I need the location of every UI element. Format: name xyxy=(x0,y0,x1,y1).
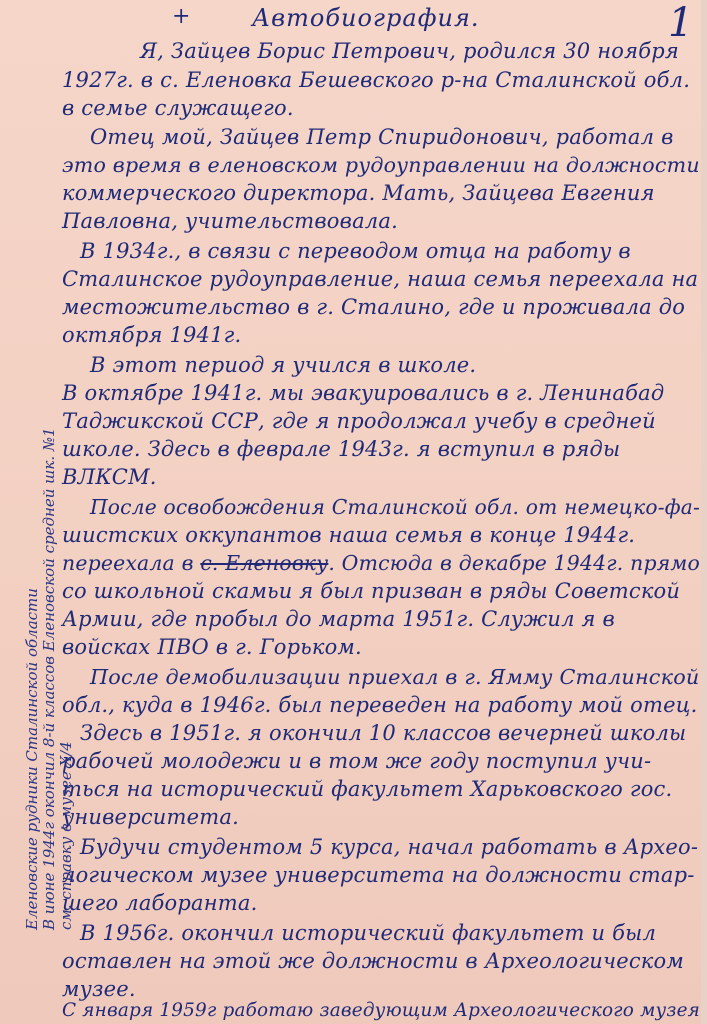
text-line: логическом музее университета на должности стар- xyxy=(62,863,695,887)
text-line: После демобилизации приехал в г. Ямму Сталинской xyxy=(90,665,700,689)
text-line: Здесь в 1951г. я окончил 10 классов вечерней школы xyxy=(80,721,687,745)
text-line: школе. Здесь в феврале 1943г. я вступил в ряды xyxy=(62,437,621,461)
text-line: это время в еленовском рудоуправлении на должности xyxy=(62,153,700,177)
text-line xyxy=(62,550,700,576)
text-line: С января 1959г работаю заведующим Археологического музея xyxy=(62,1000,701,1021)
text-line: шистских оккупантов наша семья в конце 1944г. xyxy=(62,523,636,547)
text-line: октября 1941г. xyxy=(62,323,242,347)
text-line: В 1934г., в связи с переводом отца на работу в xyxy=(80,239,631,263)
text-line: 1927г. в с. Еленовка Бешевского р-на Сталинской обл. xyxy=(62,68,691,92)
text-line: Сталинское рудоуправление, наша семья переехала на xyxy=(62,267,699,291)
text-line: войсках ПВО в г. Горьком. xyxy=(62,635,362,659)
margin-note xyxy=(24,427,75,930)
text-line: коммерческого директора. Мать, Зайцева Евгения xyxy=(62,181,655,205)
text-line: Павловна, учительствовала. xyxy=(62,209,398,233)
text-line: в семье служащего. xyxy=(62,96,294,120)
text-line: университета. xyxy=(62,805,239,829)
text-line: После освобождения Сталинской обл. от немецко-фа- xyxy=(90,495,700,519)
text-line: ться на исторический факультет Харьковского гос. xyxy=(62,777,673,801)
text-line: ВЛКСМ. xyxy=(62,465,157,489)
text-segment: . Отсюда в декабре 1944г. прямо xyxy=(328,551,700,575)
text-line: Отец мой, Зайцев Петр Спиридонович, работал в xyxy=(90,125,674,149)
text-line: оставлен на этой же должности в Археологическом xyxy=(62,949,684,973)
text-line: В 1956г. окончил исторический факультет и был xyxy=(80,921,657,945)
page-edge xyxy=(701,0,707,1024)
margin-note-line: см. справку в музее Х/4 xyxy=(57,741,75,930)
text-line: рабочей молодежи и в том же году поступил учи- xyxy=(62,749,652,773)
text-line: обл., куда в 1946г. был переведен на работу мой отец. xyxy=(62,693,698,717)
text-line: Таджикской ССР, где я продолжал учебу в средней xyxy=(62,409,656,433)
text-line: местожительство в г. Сталино, где и проживала до xyxy=(62,295,686,319)
text-segment: переехала в xyxy=(62,551,201,575)
page-number: 1 xyxy=(668,0,694,46)
text-line: со школьной скамьи я был призван в ряды Советской xyxy=(62,579,681,603)
margin-note-line: Еленовские рудники Сталинской области xyxy=(23,588,41,930)
text-line: В этот период я учился в школе. xyxy=(90,353,477,377)
struck-text: с. Еленовку xyxy=(200,551,329,575)
text-line: Будучи студентом 5 курса, начал работать в Архео- xyxy=(80,835,699,859)
text-line: Я, Зайцев Борис Петрович, родился 30 ноября xyxy=(140,39,679,63)
document-title: Автобиография. xyxy=(252,4,480,32)
text-line: шего лаборанта. xyxy=(62,891,258,915)
cross-mark: + xyxy=(172,4,191,29)
text-line: Армии, где пробыл до марта 1951г. Служил я в xyxy=(62,607,615,631)
margin-note-line: В июне 1944г окончил 8-й классов Еленовской средней шк. №1 xyxy=(40,427,58,930)
text-line: В октябре 1941г. мы эвакуировались в г. Ленинабад xyxy=(62,381,665,405)
text-line: музее. xyxy=(62,977,136,1001)
